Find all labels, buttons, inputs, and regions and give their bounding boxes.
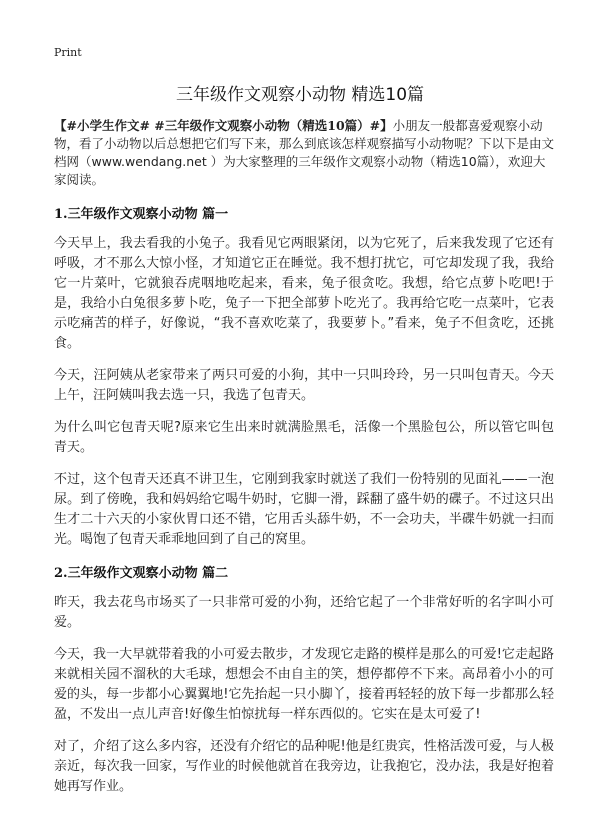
print-link[interactable]: Print xyxy=(54,46,82,59)
section-2-paragraph-1: 昨天，我去花鸟市场买了一只非常可爱的小狗，还给它起了一个非常好听的名字叫小可爱。 xyxy=(54,595,554,630)
section-1-paragraph-4: 不过，这个包青天还真不讲卫生，它刚到我家时就送了我们一份特别的见面礼——一泡尿。到了傍晚，我和妈妈给它喝牛奶时，它脚一滑，踩翻了盛牛奶的碟子。不过这只出生才二十六天的小家伙胃口还不错，它用舌头舔牛奶，不一会功夫，半碟牛奶就一扫而光。喝饱了包青天乖乖地回到了自己的窝里。 xyxy=(54,472,554,547)
document-body xyxy=(54,117,554,809)
section-heading-2: 2.三年级作文观察小动物 篇二 xyxy=(54,566,229,581)
section-1-paragraph-2: 今天，汪阿姨从老家带来了两只可爱的小狗，其中一只叫玲玲，另一只叫包青天。今天上午，汪阿姨叫我去选一只，我选了包青天。 xyxy=(54,368,554,403)
section-2-paragraph-3: 对了，介绍了这么多内容，还没有介绍它的品种呢!他是红贵宾，性格活泼可爱，与人极亲近，每次我一回家，写作业的时候他就首在我旁边，让我抱它，没办法，我是好抱着她再写作业。 xyxy=(54,739,554,794)
section-1-paragraph-1: 今天早上，我去看我的小兔子。我看见它两眼紧闭，以为它死了，后来我发现了它还有呼吸，才不那么大惊小怪，才知道它正在睡觉。我不想打扰它，可它却发现了我，我给它一片菜叶，它就狼吞虎咽地吃起来，看来，兔子很贪吃。我想，给它点萝卜吃吧!于是，我给小白兔很多萝卜吃，兔子一下把全部萝卜吃光了。我再给它吃一点菜叶，它表示吃痛苦的样子，好像说，“我不喜欢吃菜了，我要萝卜。”看来，兔子不但贪吃，还挑食。 xyxy=(54,236,554,351)
section-2-paragraph-2: 今天，我一大早就带着我的小可爱去散步，才发现它走路的模样是那么的可爱!它走起路来就相关园不溜秋的大毛球，想想会不由自主的笑，想停都停不下来。高昂着小小的可爱的头，每一步都小心翼翼地!它先抬起一只小脚丫，接着再轻轻的放下每一步都那么轻盈，不发出一点儿声音!好像生怕惊扰每一样东西似的。它实在是太可爱了! xyxy=(54,647,554,722)
section-heading-1: 1.三年级作文观察小动物 篇一 xyxy=(54,207,229,222)
document-title: 三年级作文观察小动物 精选10篇 xyxy=(175,85,425,105)
intro-paragraph xyxy=(54,117,554,189)
intro-text: 小朋友一般都喜爱观察小动物，看了小动物以后总想把它们写下来，那么到底该怎样观察描写小动物呢？下以下是由文档网（www.wendang.net ）为大家整理的三年级作文观察小动物（精选10篇），欢迎大家阅读。 xyxy=(54,118,555,187)
section-1-paragraph-3: 为什么叫它包青天呢?原来它生出来时就满脸黑毛，活像一个黑脸包公，所以管它叫包青天。 xyxy=(54,420,554,455)
intro-tags: 【#小学生作文# #三年级作文观察小动物（精选10篇）#】 xyxy=(54,118,393,133)
